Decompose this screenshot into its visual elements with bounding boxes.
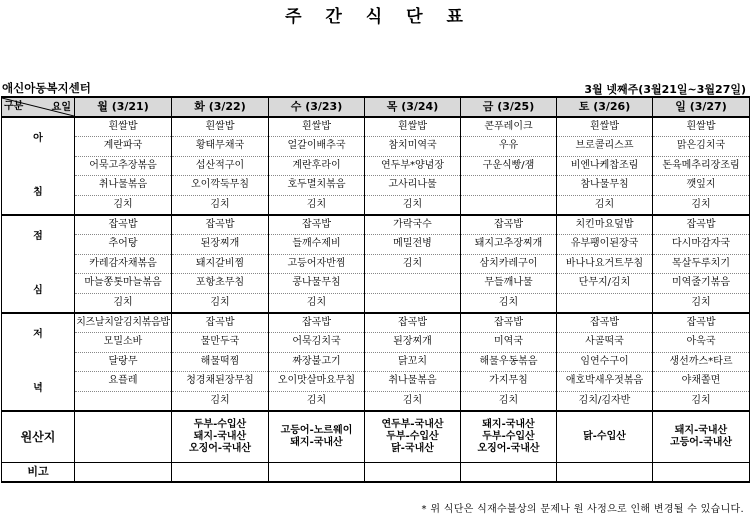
dinner-row bbox=[2, 352, 750, 371]
day-header-thu: 목 (3/24) bbox=[365, 97, 461, 117]
menu-item bbox=[557, 293, 653, 313]
lunch-label bbox=[2, 215, 75, 313]
menu-item bbox=[461, 176, 557, 195]
menu-item: 야채쫄면 bbox=[653, 372, 750, 391]
menu-item: 김치 bbox=[461, 391, 557, 411]
menu-item: 김치 bbox=[365, 391, 461, 411]
menu-item: 잡곡밥 bbox=[653, 215, 750, 235]
menu-item: 김치 bbox=[269, 293, 365, 313]
menu-item: 잡곡밥 bbox=[461, 215, 557, 235]
label-spacer bbox=[2, 148, 74, 184]
breakfast-label-bottom: 침 bbox=[33, 187, 43, 199]
menu-item: 김치 bbox=[461, 293, 557, 313]
menu-item: 메밀전병 bbox=[365, 235, 461, 254]
dinner-row bbox=[2, 391, 750, 411]
menu-item: 잡곡밥 bbox=[172, 313, 269, 333]
menu-item: 목살두루치기 bbox=[653, 254, 750, 273]
organization-name: 애신아동복지센터 bbox=[2, 81, 91, 95]
menu-item: 삼치카레구이 bbox=[461, 254, 557, 273]
menu-item: 잡곡밥 bbox=[172, 215, 269, 235]
origin-cell bbox=[269, 411, 365, 463]
menu-item: 포항초무침 bbox=[172, 274, 269, 293]
menu-item: 유부팽이된장국 bbox=[557, 235, 653, 254]
origin-line: 오징어-국내산 bbox=[477, 443, 540, 455]
gubun-label: 구분 bbox=[4, 101, 24, 112]
menu-item: 애호박새우젓볶음 bbox=[557, 372, 653, 391]
menu-item: 오이맛살마요무침 bbox=[269, 372, 365, 391]
menu-item: 흰쌀밥 bbox=[557, 117, 653, 137]
origin-cell bbox=[75, 411, 172, 463]
dinner-label bbox=[2, 313, 75, 411]
menu-item: 된장찌개 bbox=[365, 333, 461, 352]
menu-item: 미역줄기볶음 bbox=[653, 274, 750, 293]
menu-item: 아욱국 bbox=[653, 333, 750, 352]
menu-item: 오이깍둑무침 bbox=[172, 176, 269, 195]
origin-line: 돼지-국내산 bbox=[193, 431, 247, 443]
week-range: 3월 넷째주(3월21일~3월27일) bbox=[584, 83, 746, 96]
breakfast-label-top: 아 bbox=[33, 133, 43, 145]
breakfast-label bbox=[2, 117, 75, 215]
menu-item: 김치 bbox=[557, 195, 653, 215]
menu-item: 우유 bbox=[461, 137, 557, 156]
menu-item: 치즈날치알김치볶음밥 bbox=[75, 313, 172, 333]
menu-item: 황태무채국 bbox=[172, 137, 269, 156]
menu-item: 연두부*양념장 bbox=[365, 156, 461, 175]
dinner-row bbox=[2, 313, 750, 333]
menu-item: 김치 bbox=[269, 391, 365, 411]
menu-item: 고등어자반찜 bbox=[269, 254, 365, 273]
day-header-tue: 화 (3/22) bbox=[172, 97, 269, 117]
breakfast-row bbox=[2, 195, 750, 215]
dinner-row bbox=[2, 372, 750, 391]
corner-header bbox=[2, 97, 75, 117]
menu-item: 고사리나물 bbox=[365, 176, 461, 195]
menu-item: 들깨수제비 bbox=[269, 235, 365, 254]
lunch-row bbox=[2, 293, 750, 313]
menu-item: 섭산적구이 bbox=[172, 156, 269, 175]
menu-item: 마늘쫑톳마늘볶음 bbox=[75, 274, 172, 293]
menu-item: 흰쌀밥 bbox=[75, 117, 172, 137]
menu-item: 요플레 bbox=[75, 372, 172, 391]
menu-item: 참치미역국 bbox=[365, 137, 461, 156]
menu-item: 김치 bbox=[653, 195, 750, 215]
footnote: * 위 식단은 식재수불상의 문제나 원 사정으로 인해 변경될 수 있습니다. bbox=[421, 504, 744, 515]
origin-cell bbox=[461, 411, 557, 463]
menu-item: 사골떡국 bbox=[557, 333, 653, 352]
menu-item: 돼지고추장찌개 bbox=[461, 235, 557, 254]
remarks-cell bbox=[557, 463, 653, 483]
breakfast-row bbox=[2, 137, 750, 156]
origin-line: 두부-수입산 bbox=[482, 431, 535, 443]
origin-label: 원산지 bbox=[2, 411, 75, 463]
menu-item: 청경채된장무침 bbox=[172, 372, 269, 391]
origin-cell bbox=[557, 411, 653, 463]
menu-item: 가지무침 bbox=[461, 372, 557, 391]
menu-item: 맑은김치국 bbox=[653, 137, 750, 156]
menu-item: 김치 bbox=[172, 391, 269, 411]
menu-item: 단무지/김치 bbox=[557, 274, 653, 293]
lunch-row bbox=[2, 254, 750, 273]
menu-item: 콘푸레이크 bbox=[461, 117, 557, 137]
weekly-menu-table bbox=[1, 96, 750, 483]
menu-item: 김치 bbox=[653, 391, 750, 411]
menu-item: 취나물볶음 bbox=[365, 372, 461, 391]
day-header-sun: 일 (3/27) bbox=[653, 97, 750, 117]
menu-item: 추어탕 bbox=[75, 235, 172, 254]
menu-item: 어묵김치국 bbox=[269, 333, 365, 352]
lunch-row bbox=[2, 274, 750, 293]
remarks-cell bbox=[461, 463, 557, 483]
menu-item: 브로콜리스프 bbox=[557, 137, 653, 156]
menu-item: 흰쌀밥 bbox=[269, 117, 365, 137]
remarks-cell bbox=[269, 463, 365, 483]
menu-item: 김치 bbox=[75, 195, 172, 215]
menu-item: 비엔나케찹조림 bbox=[557, 156, 653, 175]
yoil-label: 요일 bbox=[51, 102, 71, 113]
menu-item: 생선까스*타르 bbox=[653, 352, 750, 371]
label-spacer bbox=[2, 246, 74, 282]
menu-item: 카레감자채볶음 bbox=[75, 254, 172, 273]
menu-item: 바나나요거트무침 bbox=[557, 254, 653, 273]
menu-item: 계란파국 bbox=[75, 137, 172, 156]
origin-line: 고등어-노르웨이 bbox=[280, 425, 353, 437]
menu-item: 가락국수 bbox=[365, 215, 461, 235]
menu-item: 잡곡밥 bbox=[75, 215, 172, 235]
dinner-label-top: 저 bbox=[33, 329, 43, 341]
remarks-cell bbox=[172, 463, 269, 483]
origin-row bbox=[2, 411, 750, 463]
menu-item: 모밀소바 bbox=[75, 333, 172, 352]
menu-item: 짜장불고기 bbox=[269, 352, 365, 371]
menu-item: 돈육메추리장조림 bbox=[653, 156, 750, 175]
day-header-mon: 월 (3/21) bbox=[75, 97, 172, 117]
origin-line: 고등어-국내산 bbox=[669, 437, 733, 449]
menu-item: 다시마감자국 bbox=[653, 235, 750, 254]
menu-item bbox=[365, 274, 461, 293]
remarks-label: 비고 bbox=[2, 463, 75, 483]
origin-line: 닭-수입산 bbox=[583, 431, 626, 443]
origin-line: 돼지-국내산 bbox=[674, 425, 728, 437]
menu-item: 흰쌀밥 bbox=[653, 117, 750, 137]
lunch-row bbox=[2, 215, 750, 235]
menu-item: 무들깨나물 bbox=[461, 274, 557, 293]
menu-item: 해물떡찜 bbox=[172, 352, 269, 371]
remarks-row bbox=[2, 463, 750, 483]
menu-item: 참나물무침 bbox=[557, 176, 653, 195]
lunch-label-bottom: 심 bbox=[33, 285, 43, 297]
menu-item: 돼지갈비찜 bbox=[172, 254, 269, 273]
menu-item: 치킨마요덮밥 bbox=[557, 215, 653, 235]
lunch-row bbox=[2, 235, 750, 254]
remarks-cell bbox=[653, 463, 750, 483]
menu-item: 깻잎지 bbox=[653, 176, 750, 195]
menu-item: 잡곡밥 bbox=[461, 313, 557, 333]
lunch-label-top: 점 bbox=[33, 231, 43, 243]
menu-item: 흰쌀밥 bbox=[365, 117, 461, 137]
menu-item: 김치 bbox=[172, 195, 269, 215]
menu-item bbox=[461, 195, 557, 215]
menu-item: 잡곡밥 bbox=[269, 215, 365, 235]
origin-cell bbox=[172, 411, 269, 463]
menu-item: 김치 bbox=[269, 195, 365, 215]
day-header-fri: 금 (3/25) bbox=[461, 97, 557, 117]
menu-item: 김치 bbox=[653, 293, 750, 313]
menu-item: 김치/김자반 bbox=[557, 391, 653, 411]
origin-line: 두부-수입산 bbox=[193, 419, 247, 431]
menu-item: 김치 bbox=[172, 293, 269, 313]
menu-item: 김치 bbox=[365, 254, 461, 273]
menu-item bbox=[75, 391, 172, 411]
menu-item: 콩나물무침 bbox=[269, 274, 365, 293]
menu-item: 취나물볶음 bbox=[75, 176, 172, 195]
menu-item: 된장찌개 bbox=[172, 235, 269, 254]
menu-item: 잡곡밥 bbox=[557, 313, 653, 333]
menu-item: 해물우동볶음 bbox=[461, 352, 557, 371]
menu-item: 김치 bbox=[75, 293, 172, 313]
breakfast-row bbox=[2, 156, 750, 175]
label-spacer bbox=[2, 344, 74, 380]
menu-item: 어묵고추장볶음 bbox=[75, 156, 172, 175]
menu-item: 구운식빵/잼 bbox=[461, 156, 557, 175]
remarks-cell bbox=[75, 463, 172, 483]
menu-item: 물만두국 bbox=[172, 333, 269, 352]
origin-line: 돼지-국내산 bbox=[290, 437, 343, 449]
menu-item: 임연수구이 bbox=[557, 352, 653, 371]
header-row bbox=[2, 97, 750, 117]
origin-cell bbox=[365, 411, 461, 463]
day-header-sat: 토 (3/26) bbox=[557, 97, 653, 117]
menu-item: 닭꼬치 bbox=[365, 352, 461, 371]
origin-line: 오징어-국내산 bbox=[188, 443, 252, 455]
menu-item: 김치 bbox=[365, 195, 461, 215]
menu-item: 흰쌀밥 bbox=[172, 117, 269, 137]
dinner-row bbox=[2, 333, 750, 352]
menu-item: 얼갈이배추국 bbox=[269, 137, 365, 156]
origin-line: 닭-국내산 bbox=[391, 443, 434, 455]
breakfast-row bbox=[2, 176, 750, 195]
dinner-label-bottom: 녁 bbox=[33, 383, 43, 395]
menu-item: 잡곡밥 bbox=[653, 313, 750, 333]
day-header-wed: 수 (3/23) bbox=[269, 97, 365, 117]
menu-item bbox=[365, 293, 461, 313]
origin-cell bbox=[653, 411, 750, 463]
menu-item: 달랑무 bbox=[75, 352, 172, 371]
breakfast-row bbox=[2, 117, 750, 137]
origin-line: 연두부-국내산 bbox=[381, 419, 444, 431]
origin-line: 돼지-국내산 bbox=[482, 419, 535, 431]
origin-line: 두부-수입산 bbox=[386, 431, 439, 443]
menu-item: 잡곡밥 bbox=[269, 313, 365, 333]
menu-item: 호두멸치볶음 bbox=[269, 176, 365, 195]
remarks-cell bbox=[365, 463, 461, 483]
menu-item: 잡곡밥 bbox=[365, 313, 461, 333]
menu-item: 미역국 bbox=[461, 333, 557, 352]
menu-item: 계란후라이 bbox=[269, 156, 365, 175]
page-title: 주 간 식 단 표 bbox=[285, 7, 465, 27]
